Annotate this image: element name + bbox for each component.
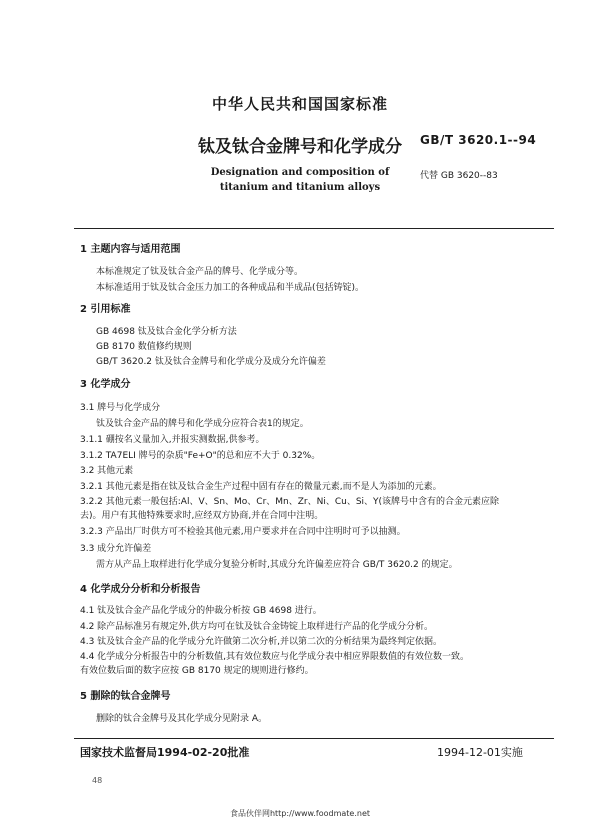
clause-4-4-line-1: 4.4 化学成分分析报告中的分析数值,其有效位数应与化学成分表中相应界限数值的有效位数一致。	[80, 652, 470, 662]
page-number: 48	[92, 776, 103, 785]
english-title-line-1: Designation and composition of	[210, 167, 390, 178]
clause-3-1-heading: 3.1 牌号与化学成分	[80, 403, 161, 413]
reference-item: GB 4698 钛及钛合金化学分析方法	[96, 327, 237, 337]
standard-number: GB/T 3620.1--94	[420, 133, 537, 147]
source-watermark: 食品伙伴网http://www.foodmate.net	[229, 809, 371, 818]
section-2-heading: 2 引用标准	[80, 304, 131, 315]
header-divider	[74, 228, 554, 229]
section-3-heading: 3 化学成分	[80, 379, 131, 390]
section-1-paragraph-2: 本标准适用于钛及钛合金压力加工的各种成品和半成品(包括铸锭)。	[96, 283, 365, 293]
section-5-text: 删除的钛合金牌号及其化学成分见附录 A。	[96, 714, 268, 724]
clause-3-1-text: 钛及钛合金产品的牌号和化学成分应符合表1的规定。	[96, 419, 309, 429]
clause-3-2-2-line-1: 3.2.2 其他元素一般包括:Al、V、Sn、Mo、Cr、Mn、Zr、Ni、Cu、Si、Y(该牌号中含有的合金元素应除	[80, 497, 500, 507]
section-4-heading: 4 化学成分分析和分析报告	[80, 584, 201, 595]
clause-4-3: 4.3 钛及钛合金产品的化学成分允许做第二次分析,并以第二次的分析结果为最终判定依据。	[80, 637, 443, 647]
approval-line: 国家技术监督局1994-02-20批准	[80, 746, 250, 759]
clause-3-2-1: 3.2.1 其他元素是指在钛及钛合金生产过程中固有存在的微量元素,而不是人为添加的元素。	[80, 482, 442, 492]
national-standard-title: 中华人民共和国国家标准	[211, 95, 388, 113]
section-5-heading: 5 删除的钛合金牌号	[80, 691, 171, 702]
clause-3-1-1: 3.1.1 硼按名义量加入,并报实测数据,供参考。	[80, 435, 265, 445]
clause-4-1: 4.1 钛及钛合金产品化学成分的仲裁分析按 GB 4698 进行。	[80, 606, 322, 616]
reference-item: GB 8170 数值修约规则	[96, 342, 192, 352]
clause-4-2: 4.2 除产品标准另有规定外,供方均可在钛及钛合金铸锭上取样进行产品的化学成分分析。	[80, 622, 434, 632]
clause-3-2-3: 3.2.3 产品出厂时供方可不检验其他元素,用户要求并在合同中注明时可予以抽测。	[80, 527, 406, 537]
document-title: 钛及钛合金牌号和化学成分	[198, 137, 402, 157]
section-1-heading: 1 主题内容与适用范围	[80, 244, 181, 255]
clause-3-3-text: 需方从产品上取样进行化学成分复验分析时,其成分允许偏差应符合 GB/T 3620.2 的规定。	[96, 560, 458, 570]
reference-item: GB/T 3620.2 钛及钛合金牌号和化学成分及成分允许偏差	[96, 357, 326, 367]
implementation-date: 1994-12-01实施	[437, 746, 523, 759]
replaces-standard: 代替 GB 3620--83	[420, 171, 498, 181]
section-1-paragraph-1: 本标准规定了钛及钛合金产品的牌号、化学成分等。	[96, 267, 304, 277]
clause-3-1-2: 3.1.2 TA7ELI 牌号的杂质"Fe+O"的总和应不大于 0.32%。	[80, 451, 321, 461]
clause-3-2-2-line-2: 去)。用户有其他特殊要求时,应经双方协商,并在合同中注明。	[80, 511, 324, 521]
clause-4-4-line-2: 有效位数后面的数字应按 GB 8170 规定的规则进行修约。	[80, 666, 314, 676]
clause-3-2-heading: 3.2 其他元素	[80, 466, 134, 476]
footer-divider	[74, 738, 554, 739]
english-title-line-2: titanium and titanium alloys	[219, 182, 381, 193]
clause-3-3-heading: 3.3 成分允许偏差	[80, 544, 152, 554]
